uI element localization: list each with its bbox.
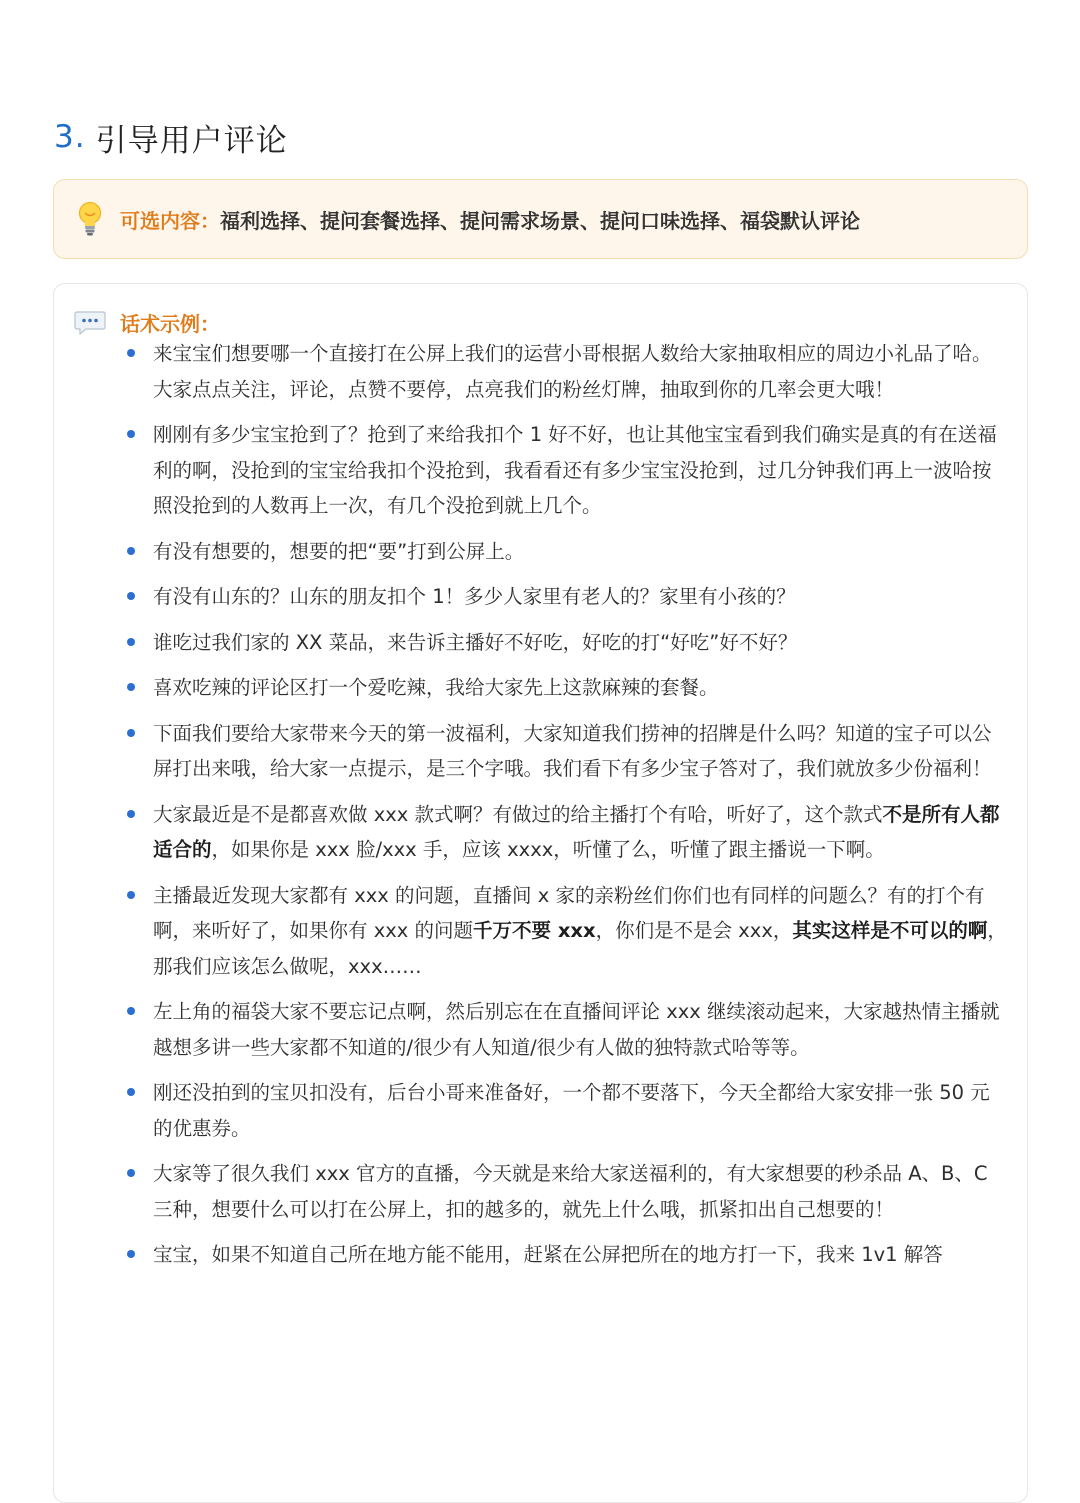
example-text: ，那我们应该怎么做呢，xxx…… xyxy=(153,919,1007,978)
example-item xyxy=(127,1075,1007,1146)
tip-callout xyxy=(53,179,1028,259)
example-item xyxy=(127,716,1007,787)
lightbulb-icon xyxy=(76,201,104,237)
example-item xyxy=(127,417,1007,524)
example-text: 有没有山东的？山东的朋友扣个 1！多少人家里有老人的？家里有小孩的？ xyxy=(153,585,796,608)
bullet-dot xyxy=(127,891,135,899)
example-text: ，你们是不是会 xxx， xyxy=(595,919,793,942)
bullet-dot xyxy=(127,810,135,818)
section-number: 3. xyxy=(54,119,86,155)
example-item xyxy=(127,878,1007,985)
examples-header xyxy=(74,308,220,337)
emphasis-text: 不是所有人都适合的 xyxy=(153,802,1000,861)
example-text: 大家最近是不是都喜欢做 xxx 款式啊？有做过的给主播打个有哈，听好了，这个款式 xyxy=(153,802,883,826)
bullet-dot xyxy=(127,638,135,646)
example-text: 有没有想要的，想要的把“要”打到公屏上。 xyxy=(153,539,525,563)
example-text: 刚刚有多少宝宝抢到了？抢到了来给我扣个 1 好不好，也让其他宝宝看到我们确实是真的有在送福利的啊，没抢到的宝宝给我扣个没抢到，我看看还有多少宝宝没抢到，过几分钟我们再上一波哈按照没抢到的人数再上一次，有几个没抢到就上几个。 xyxy=(153,423,997,517)
example-text: 下面我们要给大家带来今天的第一波福利，大家知道我们捞神的招牌是什么吗？知道的宝子可以公屏打出来哦，给大家一点提示，是三个字哦。我们看下有多少宝子答对了，我们就放多少份福利！ xyxy=(153,721,992,780)
emphasis-text: 千万不要 xxx xyxy=(473,919,596,942)
example-text: 来宝宝们想要哪一个直接打在公屏上我们的运营小哥根据人数给大家抽取相应的周边小礼品了哈。大家点点关注，评论，点赞不要停，点亮我们的粉丝灯牌，抽取到你的几率会更大哦！ xyxy=(153,342,992,401)
callout-label: 可选内容： xyxy=(120,208,220,233)
example-item xyxy=(127,1237,1007,1273)
bullet-dot xyxy=(127,349,135,357)
bullet-dot xyxy=(127,729,135,737)
examples-label: 话术示例： xyxy=(120,312,220,336)
bullet-dot xyxy=(127,1088,135,1096)
examples-card xyxy=(53,283,1028,1503)
example-text: 刚还没拍到的宝贝扣没有，后台小哥来准备好，一个都不要落下，今天全都给大家安排一张 50 元的优惠券。 xyxy=(153,1081,990,1140)
example-text: 喜欢吃辣的评论区打一个爱吃辣，我给大家先上这款麻辣的套餐。 xyxy=(153,676,719,699)
example-text: ，如果你是 xxx 脸/xxx 手，应该 xxxx，听懂了么，听懂了跟主播说一下啊。 xyxy=(211,838,885,861)
example-text: 主播最近发现大家都有 xxx 的问题，直播间 x 家的亲粉丝们你们也有同样的问题么？有的打个有啊，来听好了，如果你有 xxx 的问题 xyxy=(153,883,985,942)
section-title: 引导用户评论 xyxy=(95,122,288,159)
emphasis-text: 其实这样是不可以的啊 xyxy=(792,919,988,942)
examples-list xyxy=(127,336,1007,1283)
bullet-dot xyxy=(127,430,135,438)
example-item xyxy=(127,336,1007,407)
bullet-dot xyxy=(127,1169,135,1177)
bullet-dot xyxy=(127,592,135,600)
example-text: 左上角的福袋大家不要忘记点啊，然后别忘在在直播间评论 xxx 继续滚动起来，大家越热情主播就越想多讲一些大家都不知道的/很少有人知道/很少有人做的独特款式哈等等。 xyxy=(153,1000,1000,1059)
example-item xyxy=(127,670,1007,706)
speech-bubble-icon xyxy=(74,310,106,336)
example-item xyxy=(127,625,1007,661)
section-heading xyxy=(54,112,288,162)
example-item xyxy=(127,797,1007,868)
callout-text: 福利选择、提问套餐选择、提问需求场景、提问口味选择、福袋默认评论 xyxy=(220,208,860,233)
bullet-dot xyxy=(127,1250,135,1258)
bullet-dot xyxy=(127,683,135,691)
bullet-dot xyxy=(127,1007,135,1015)
example-text: 宝宝，如果不知道自己所在地方能不能用，赶紧在公屏把所在的地方打一下，我来 1v1 解答 xyxy=(153,1243,943,1266)
example-item xyxy=(127,579,1007,615)
example-text: 大家等了很久我们 xxx 官方的直播，今天就是来给大家送福利的，有大家想要的秒杀品 A、B、C 三种，想要什么可以打在公屏上，扣的越多的，就先上什么哦，抓紧扣出自己想要的！ xyxy=(153,1162,988,1221)
example-item xyxy=(127,534,1007,570)
example-item xyxy=(127,1156,1007,1227)
example-text: 谁吃过我们家的 XX 菜品，来告诉主播好不好吃，好吃的打“好吃”好不好？ xyxy=(153,630,798,654)
bullet-dot xyxy=(127,547,135,555)
example-item xyxy=(127,994,1007,1065)
